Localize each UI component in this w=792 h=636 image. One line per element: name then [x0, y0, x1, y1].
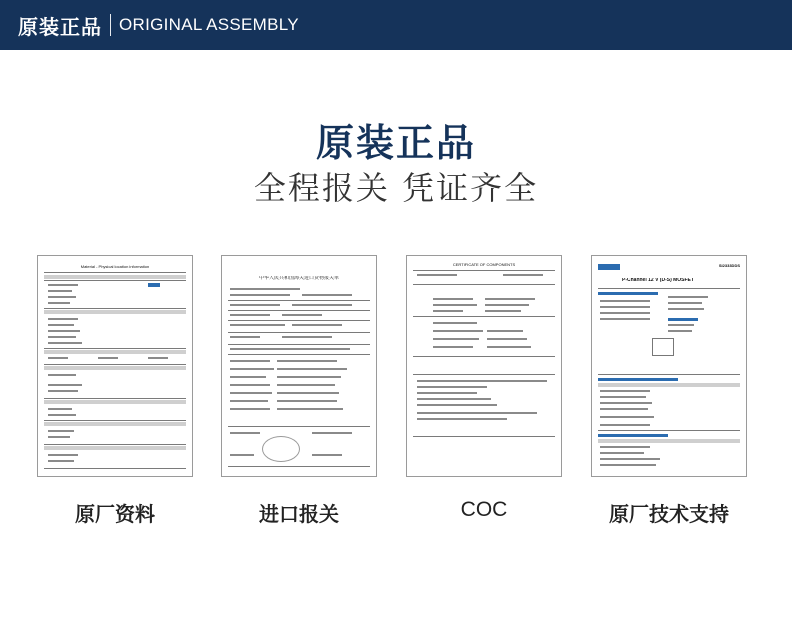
page-headline: 原装正品 [315, 121, 476, 165]
document-cards [0, 255, 792, 485]
customs-stamp-icon [262, 436, 300, 462]
document-card-coc [406, 255, 562, 477]
document-title: 中华人民共和国海关进口货物报关单 [258, 276, 339, 281]
banner-title-cn: 原装正品 [18, 14, 102, 39]
caption-technical-support: 原厂技术支持 [609, 502, 729, 526]
page-subline: 全程报关 凭证齐全 [253, 169, 539, 207]
banner-title-en: ORIGINAL ASSEMBLY [119, 15, 299, 34]
document-title: CERTIFICATE OF COMPONENTS [452, 262, 516, 267]
document-card-factory-material [37, 255, 193, 477]
caption-customs-declaration: 进口报关 [259, 502, 339, 526]
datasheet-part-number: SI2333DDS [718, 263, 740, 268]
header-banner [0, 0, 792, 50]
caption-factory-material: 原厂资料 [75, 502, 155, 526]
document-captions [0, 498, 792, 528]
package-diagram-icon [652, 338, 674, 356]
document-card-datasheet [591, 255, 747, 477]
st-logo-icon [148, 283, 160, 287]
caption-coc: COC [460, 498, 508, 521]
banner-divider [110, 14, 111, 36]
document-card-customs-declaration [221, 255, 377, 477]
vishay-logo-icon [598, 264, 620, 270]
document-title: Material - Physical location information [80, 264, 150, 269]
document-title: P-Channel 12 V (D-S) MOSFET [622, 278, 694, 283]
